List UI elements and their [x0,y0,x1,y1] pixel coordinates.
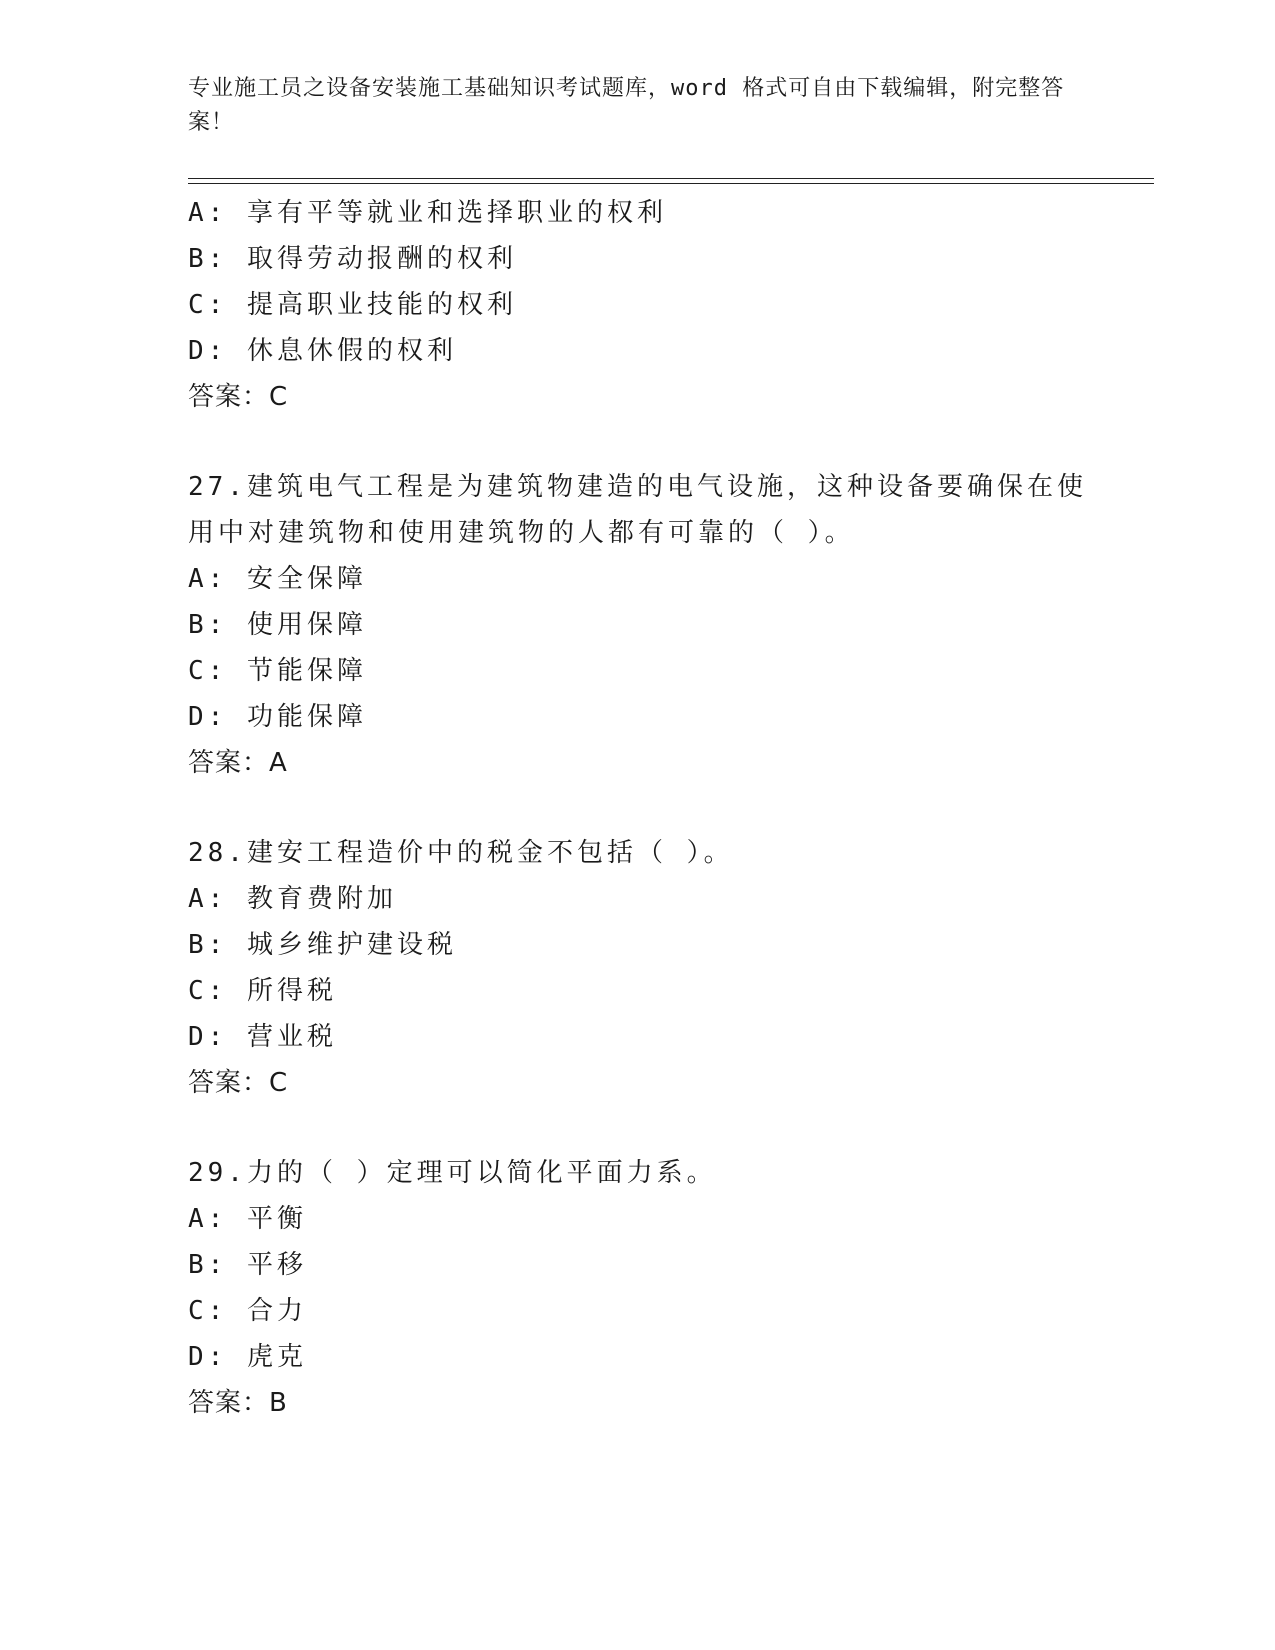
answer-line: 答案：B [188,1388,288,1418]
question-text: 27.建筑电气工程是为建筑物建造的电气设施，这种设备要确保在使用中对建筑物和使用建筑物的人都有可靠的（ ）。 [188,472,1087,548]
option-a: A: 教育费附加 [188,884,397,914]
option-d: D: 功能保障 [188,702,367,732]
option-d: D: 营业税 [188,1022,337,1052]
option-b: B: 取得劳动报酬的权利 [188,244,517,274]
header-divider-top [188,178,1154,179]
option-b: B: 城乡维护建设税 [188,930,457,960]
option-c: C: 节能保障 [188,656,367,686]
option-a: A: 平衡 [188,1204,307,1234]
option-b: B: 使用保障 [188,610,367,640]
document-header: 专业施工员之设备安装施工基础知识考试题库，word 格式可自由下载编辑，附完整答案！ [188,76,1065,135]
question-list [188,190,1088,1426]
option-c: C: 所得税 [188,976,337,1006]
answer-line: 答案：C [188,1068,289,1098]
option-d: D: 休息休假的权利 [188,336,457,366]
header-divider-bottom [188,183,1154,184]
option-d: D: 虎克 [188,1342,307,1372]
option-c: C: 合力 [188,1296,307,1326]
option-c: C: 提高职业技能的权利 [188,290,517,320]
question-text: 28.建安工程造价中的税金不包括（ ）。 [188,838,734,868]
question-block [188,830,1088,1106]
answer-line: 答案：A [188,748,288,778]
question-block [188,464,1088,786]
option-a: A: 享有平等就业和选择职业的权利 [188,198,667,228]
option-a: A: 安全保障 [188,564,367,594]
question-block [188,190,1088,420]
question-text: 29.力的（ ）定理可以简化平面力系。 [188,1158,717,1188]
question-block [188,1150,1088,1426]
option-b: B: 平移 [188,1250,307,1280]
answer-line: 答案：C [188,382,289,412]
